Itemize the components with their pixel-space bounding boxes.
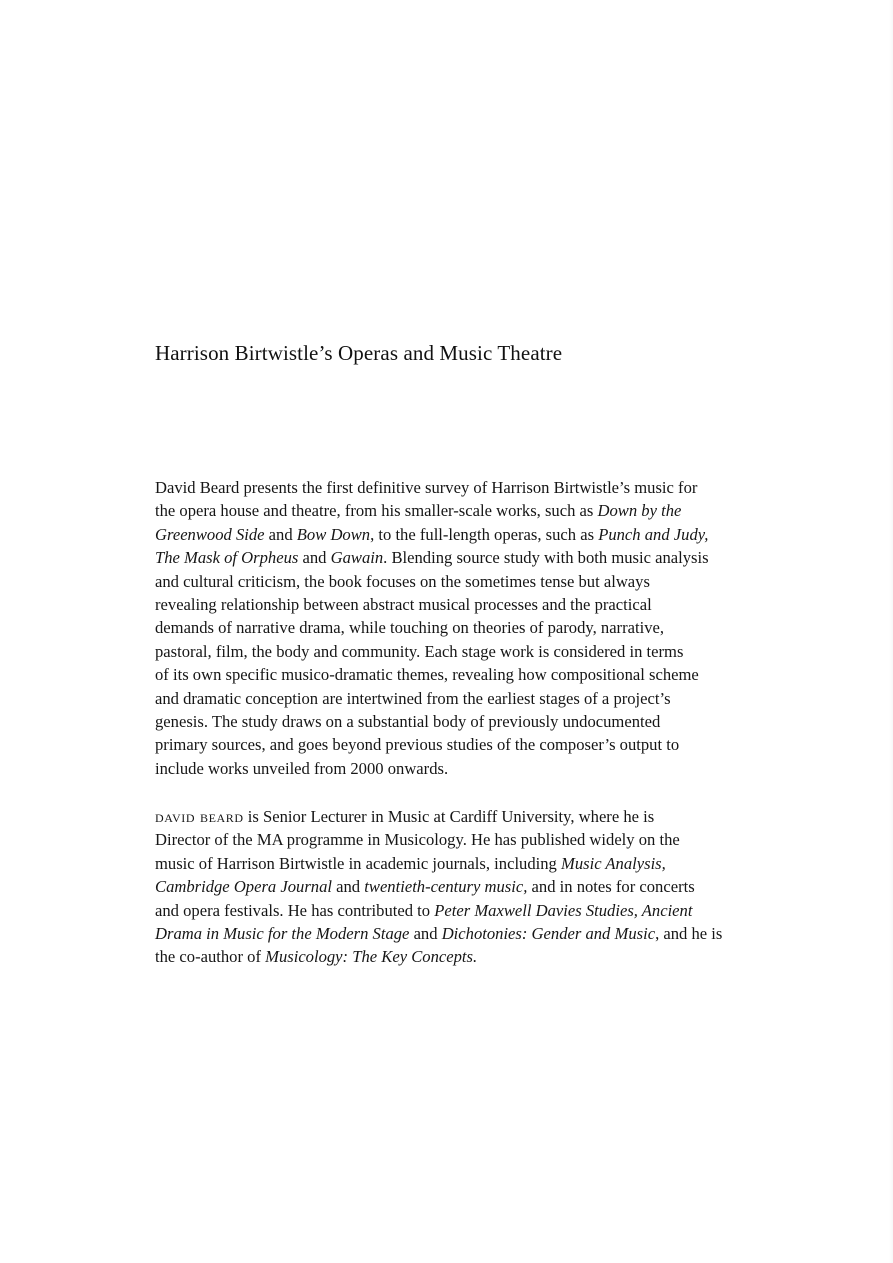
text-line (155, 710, 755, 733)
text-run: and (409, 924, 442, 944)
text-line (155, 663, 755, 686)
text-line (155, 828, 755, 851)
text-line (155, 945, 755, 968)
italic-title-reference: Down by the (597, 501, 682, 521)
text-run: is Senior Lecturer in Music at Cardiff University, where he is (243, 807, 655, 826)
italic-title-reference: Greenwood Side (155, 524, 265, 544)
author-name: david beard (155, 807, 244, 826)
text-run: David Beard presents the first definitive survey of Harrison Birtwistle’s music for (155, 478, 698, 497)
text-run: . Blending source study with both music analysis (383, 548, 709, 568)
author-biography-paragraph (155, 805, 755, 969)
italic-title-reference: Musicology: The Key Concepts. (265, 947, 478, 967)
text-run: demands of narrative drama, while touching on theories of parody, narrative, (155, 618, 665, 638)
text-run: and cultural criticism, the book focuses on the sometimes tense but always (155, 571, 650, 591)
text-line (155, 899, 755, 922)
text-line (155, 733, 755, 756)
text-run: , and he is (655, 924, 723, 944)
italic-title-reference: The Mask of Orpheus (155, 548, 299, 568)
text-run: music of Harrison Birtwistle in academic journals, including (155, 853, 561, 873)
text-line (155, 757, 755, 780)
text-line (155, 593, 755, 616)
text-line (155, 875, 755, 898)
italic-title-reference: Peter Maxwell Davies Studies, Ancient (434, 900, 693, 920)
italic-title-reference: Music Analysis, (561, 853, 666, 873)
text-line (155, 640, 755, 663)
text-run: and dramatic conception are intertwined from the earliest stages of a project’s (155, 688, 671, 708)
text-line (155, 805, 755, 828)
text-line (155, 922, 755, 945)
text-line (155, 570, 755, 593)
text-run: include works unveiled from 2000 onwards. (155, 758, 449, 778)
text-line (155, 546, 755, 569)
text-run: and in notes for concerts (527, 877, 695, 897)
text-line (155, 687, 755, 710)
book-description-paragraph (155, 476, 755, 780)
text-run: and opera festivals. He has contributed to (155, 900, 435, 920)
italic-title-reference: twentieth-century music, (364, 877, 528, 897)
text-run: pastoral, film, the body and community. Each stage work is considered in terms (155, 641, 684, 661)
italic-title-reference: Punch and Judy, (598, 524, 709, 544)
text-run: and (264, 524, 297, 544)
text-run: revealing relationship between abstract musical processes and the practical (155, 595, 652, 615)
italic-title-reference: Drama in Music for the Modern Stage (155, 924, 410, 944)
italic-title-reference: Bow Down (296, 524, 371, 544)
text-run: of its own specific musico-dramatic themes, revealing how compositional scheme (155, 665, 699, 685)
text-line (155, 476, 755, 499)
text-line (155, 499, 755, 522)
text-line (155, 616, 755, 639)
text-run: and (332, 877, 365, 897)
text-line (155, 852, 755, 875)
text-run: and (298, 548, 331, 568)
italic-title-reference: Gawain (330, 548, 384, 568)
book-title: Harrison Birtwistle’s Operas and Music Theatre (155, 341, 563, 365)
text-run: primary sources, and goes beyond previous studies of the composer’s output to (155, 735, 680, 755)
text-run: Director of the MA programme in Musicology. He has published widely on the (155, 830, 680, 850)
page-edge (889, 0, 893, 1263)
text-run: , to the full-length operas, such as (370, 524, 599, 544)
italic-title-reference: Cambridge Opera Journal (155, 877, 332, 897)
text-run: the co-author of (155, 947, 266, 967)
italic-title-reference: Dichotonies: Gender and Music (441, 924, 656, 944)
text-run: the opera house and theatre, from his smaller-scale works, such as (155, 501, 598, 521)
text-line (155, 523, 755, 546)
text-run: genesis. The study draws on a substantial body of previously undocumented (155, 712, 661, 732)
